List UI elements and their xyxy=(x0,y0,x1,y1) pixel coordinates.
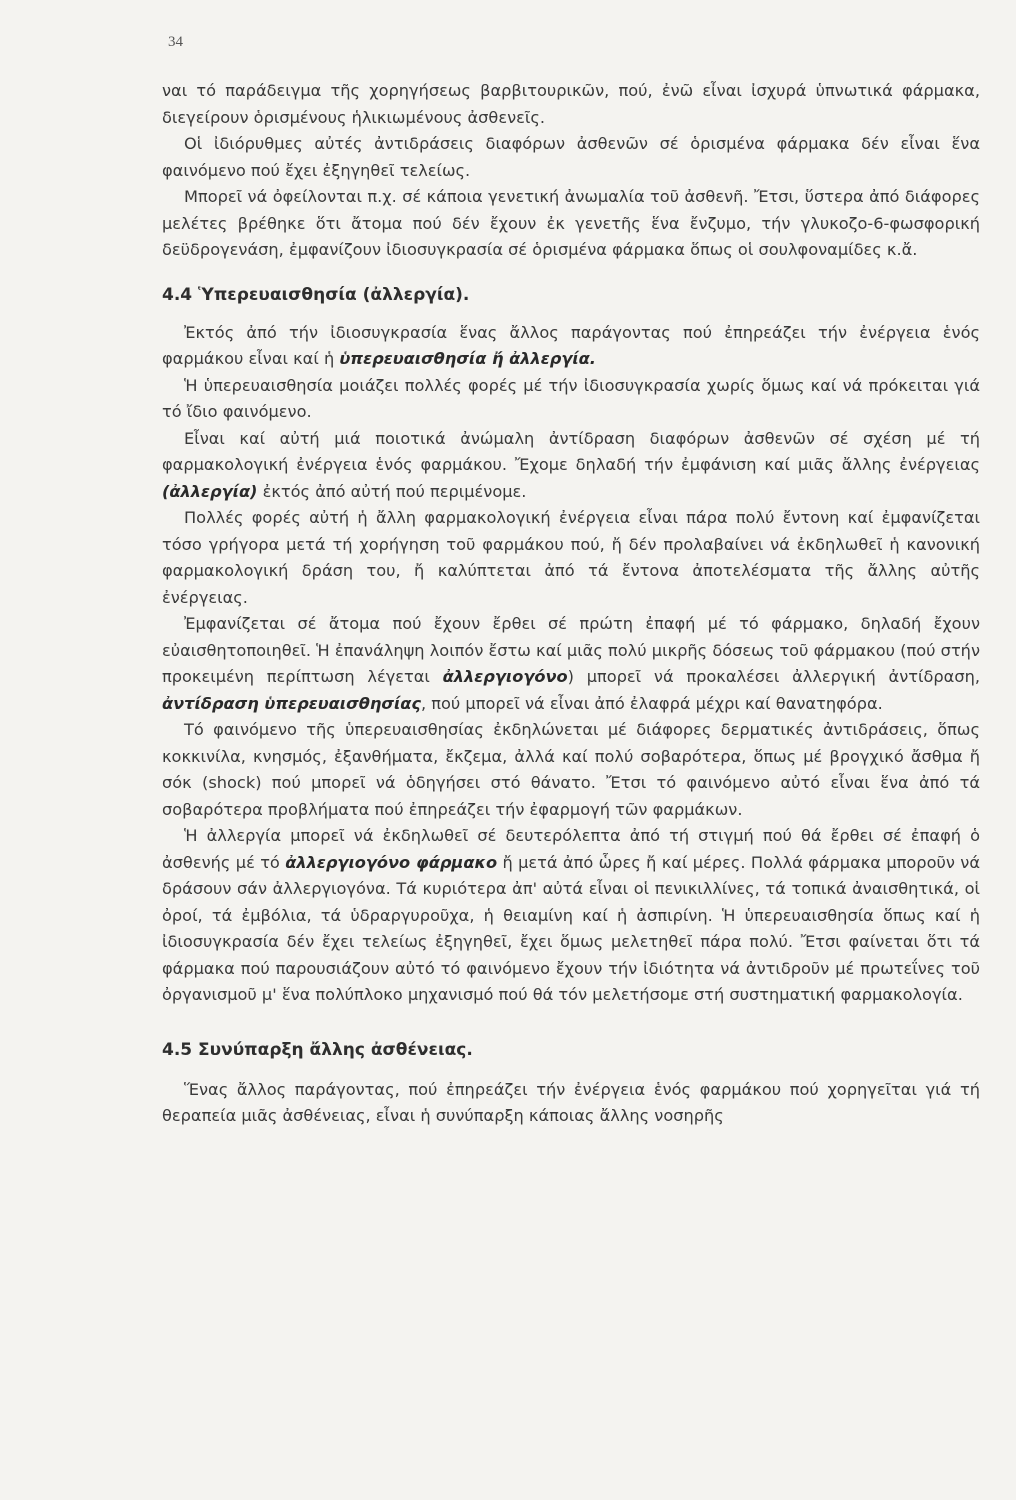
paragraph-intense-reaction: Πολλές φορές αὐτή ἡ ἄλλη φαρμακολογική ἐνέργεια εἶναι πάρα πολύ ἔντονη καί ἐμφανίζεται τόσο γρήγορα μετά τή χορήγηση τοῦ φαρμάκου πού, ἤ δέν προλαβαίνει νά ἐκδηλωθεῖ ἡ κανονική φαρμακολογική δράση του, ἤ καλύπτεται ἀπό τά ἔντονα ἀποτελέσματα τῆς ἄλλης αὐτῆς ἐνέργειας. xyxy=(162,508,980,607)
paragraph-genetic: Μπορεῖ νά ὀφείλονται π.χ. σέ κάποια γενετική ἀνωμαλία τοῦ ἀσθενῆ. Ἔτσι, ὕστερα ἀπό διάφορες μελέτες βρέθηκε ὅτι ἄτομα πού δέν ἔχουν ἐκ γενετῆς ἕνα ἔνζυμο, τήν γλυκοζο-6-φωσφορική δεϋδρογενάση, ἐμφανίζουν ἰδιοσυγκρασία σέ ὁρισμένα φάρμακα ὅπως οἱ σουλφοναμίδες κ.ἄ. xyxy=(162,187,980,259)
section-heading-4-4: 4.4 Ὑπερευαισθησία (ἀλλεργία). xyxy=(162,284,470,305)
paragraph-text: ἐκτός ἀπό αὐτή πού περιμένομε. xyxy=(257,481,527,501)
paragraph-text: ἤ μετά ἀπό ὧρες ἤ καί μέρες. Πολλά φάρμακα μποροῦν νά δράσουν σάν ἀλλεργιογόνα. Τά κυριότερα ἀπ' αὐτά εἶναι οἱ πενικιλλίνες, τά τοπικά ἀναισθητικά, οἱ ὀροί, τά ἐμβόλια, τά ὑδραργυροῦχα, ἡ θειαμίνη καί ἡ ἀσπιρίνη. Ἡ ὑπερευαισθησία ὅπως καί ἡ ἰδιοσυγκρασία δέν ἔχει τελείως ἐξηγηθεῖ, ἔχει ὅμως μελετηθεῖ πάρα πολύ. Ἔτσι φαίνεται ὅτι τά φάρμακα πού παρουσιάζουν αὐτό τό φαινόμενο ἔχουν τήν ἰδιότητα νά ἀντιδροῦν μέ πρωτεΐνες τοῦ ὀργανισμοῦ μ' ἕνα πολύπλοκο μηχανισμό πού θά τόν μελετήσομε στή συστηματική φαρμακολογία. xyxy=(162,852,980,1004)
paragraph-text: Ἡ ἀλλεργία μπορεῖ νά ἐκδηλωθεῖ σέ δευτερόλεπτα ἀπό τή στιγμή πού θά ἔρθει σέ ἐπαφή ὁ ἀσθενής μέ τό xyxy=(162,826,980,872)
emphasis-term: (ἀλλεργία) xyxy=(162,481,258,501)
paragraph-hypersensitivity-intro xyxy=(162,320,980,373)
paragraph-idiosyncrasy: Οἱ ἰδιόρυθμες αὐτές ἀντιδράσεις διαφόρων ἀσθενῶν σέ ὁρισμένα φάρμακα δέν εἶναι ἕνα φαινόμενο πού ἔχει ἐξηγηθεῖ τελείως. xyxy=(162,134,980,180)
paragraph-sensitization xyxy=(162,611,980,717)
emphasis-term: ἀλλεργιογόνο xyxy=(442,667,568,686)
paragraph-continuation: ναι τό παράδειγμα τῆς χορηγήσεως βαρβιτουρικῶν, πού, ἐνῶ εἶναι ἰσχυρά ὑπνωτικά φάρμακα, διεγείρουν ὁρισμένους ἡλικιωμένους ἀσθενεῖς. xyxy=(162,81,980,127)
paragraph-coexisting-disease: Ἕνας ἄλλος παράγοντας, πού ἐπηρεάζει τήν ἐνέργεια ἑνός φαρμάκου πού χορηγεῖται γιά τή θεραπεία μιᾶς ἀσθένειας, εἶναι ἡ συνύπαρξη κάποιας ἄλλης νοσηρῆς xyxy=(162,1079,980,1125)
paragraph-hypersensitivity-similar: Ἡ ὑπερευαισθησία μοιάζει πολλές φορές μέ τήν ἰδιοσυγκρασία χωρίς ὅμως καί νά πρόκειται γιά τό ἴδιο φαινόμενο. xyxy=(162,375,980,421)
emphasis-term: ἀλλεργιογόνο φάρμακο xyxy=(285,852,498,872)
paragraph-text: , πού μπορεῖ νά εἶναι ἀπό ἐλαφρά μέχρι καί θανατηφόρα. xyxy=(420,693,883,713)
emphasis-term: ἀντίδραση ὑπερευαισθησίας xyxy=(162,693,421,713)
emphasis-term: ὑπερευαισθησία ἤ ἀλλεργία. xyxy=(339,349,596,368)
paragraph-text: Εἶναι καί αὐτή μιά ποιοτικά ἀνώμαλη ἀντίδραση διαφόρων ἀσθενῶν σέ σχέση μέ τή φαρμακολογική ἐνέργεια ἑνός φαρμάκου. Ἔχομε δηλαδή τήν ἐμφάνιση καί μιᾶς ἄλλης ἐνέργειας xyxy=(162,428,980,474)
page-number: 34 xyxy=(168,34,183,50)
paragraph-allergens xyxy=(162,823,980,1009)
paragraph-text: Ἐκτός ἀπό τήν ἰδιοσυγκρασία ἕνας ἄλλος παράγοντας πού ἐπηρεάζει τήν ἐνέργεια ἑνός φαρμάκου εἶναι καί ἡ xyxy=(162,322,980,368)
paragraph-text: ) μπορεῖ νά προκαλέσει ἀλλεργική ἀντίδραση, xyxy=(567,667,980,686)
paragraph-skin-reactions: Τό φαινόμενο τῆς ὑπερευαισθησίας ἐκδηλώνεται μέ διάφορες δερματικές ἀντιδράσεις, ὅπως κοκκινίλα, κνησμός, ἐξανθήματα, ἔκζεμα, ἀλλά καί πολύ σοβαρότερα, ὅπως μέ βρογχικό ἄσθμα ἤ σόκ (shock) πού μπορεῖ νά ὁδηγήσει στό θάνατο. Ἔτσι τό φαινόμενο αὐτό εἶναι ἕνα ἀπό τά σοβαρότερα προβλήματα πού ἐπηρεάζει τήν ἐφαρμογή τῶν φαρμάκων. xyxy=(162,720,980,819)
page-content xyxy=(162,78,980,1130)
paragraph-text: Ἐμφανίζεται σέ ἄτομα πού ἔχουν ἔρθει σέ πρώτη ἐπαφή μέ τό φάρμακο, δηλαδή ἔχουν εὐαισθητοποιηθεῖ. Ἡ ἐπανάληψη λοιπόν ἔστω καί μιᾶς πολύ μικρῆς δόσεως τοῦ φάρμακου (πού στήν προκειμένη περίπτωση λέγεται xyxy=(162,614,980,686)
paragraph-qualitative-reaction xyxy=(162,426,980,506)
section-heading-4-5: 4.5 Συνύπαρξη ἄλλης ἀσθένειας. xyxy=(162,1039,473,1060)
